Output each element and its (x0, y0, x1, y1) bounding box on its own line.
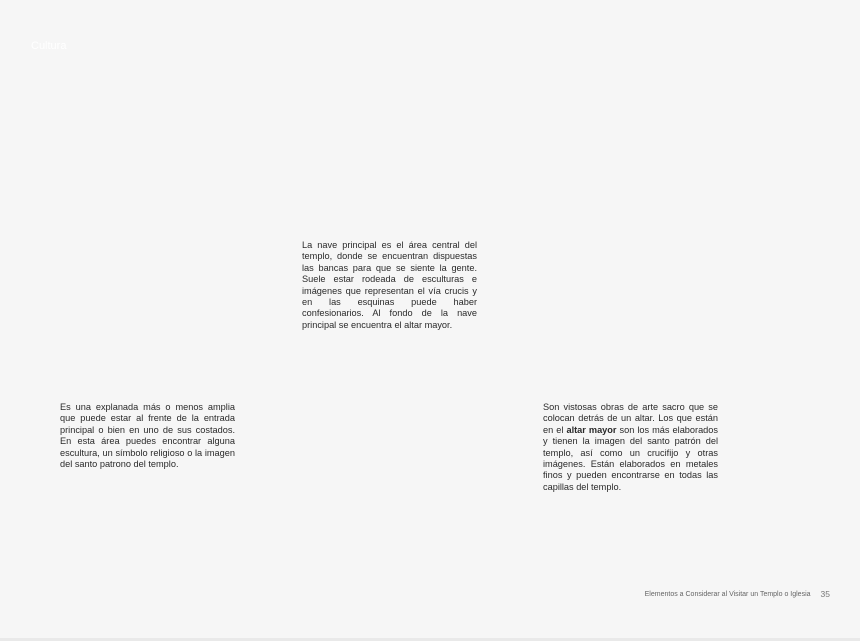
page-number: 35 (820, 589, 830, 599)
retablos-text-end: son los más elaborados y tienen la imagen del santo patrón del templo, así como un crucifijo y otras imágenes. Están elaborados en metales finos y pueden encontrarse en todas las capillas del templo. (543, 424, 718, 492)
atrio-paragraph: Es una explanada más o menos amplia que puede estar al frente de la entrada principal o bien en uno de sus costados. En esta área puedes encontrar alguna escultura, un símbolo religioso o la imagen del santo patrono del templo. (60, 402, 235, 470)
footer-title: Elementos a Considerar al Visitar un Templo o Iglesia (644, 590, 811, 598)
retablos-text-start: Son vistosas obras de arte sacro que se colocan detrás de un altar. Los que están en el (543, 402, 718, 435)
retablos-paragraph (543, 402, 718, 493)
altar-mayor-emphasis: altar mayor (566, 424, 617, 435)
page-footer (645, 589, 830, 599)
section-label: Cultura (31, 40, 67, 52)
nave-principal-paragraph: La nave principal es el área central del templo, donde se encuentran dispuestas las bancas para que se siente la gente. Suele estar rodeada de esculturas e imágenes que representan el vía crucis y en las esquinas puede haber confesionarios. Al fondo de la nave principal se encuentra el altar mayor. (302, 240, 477, 330)
